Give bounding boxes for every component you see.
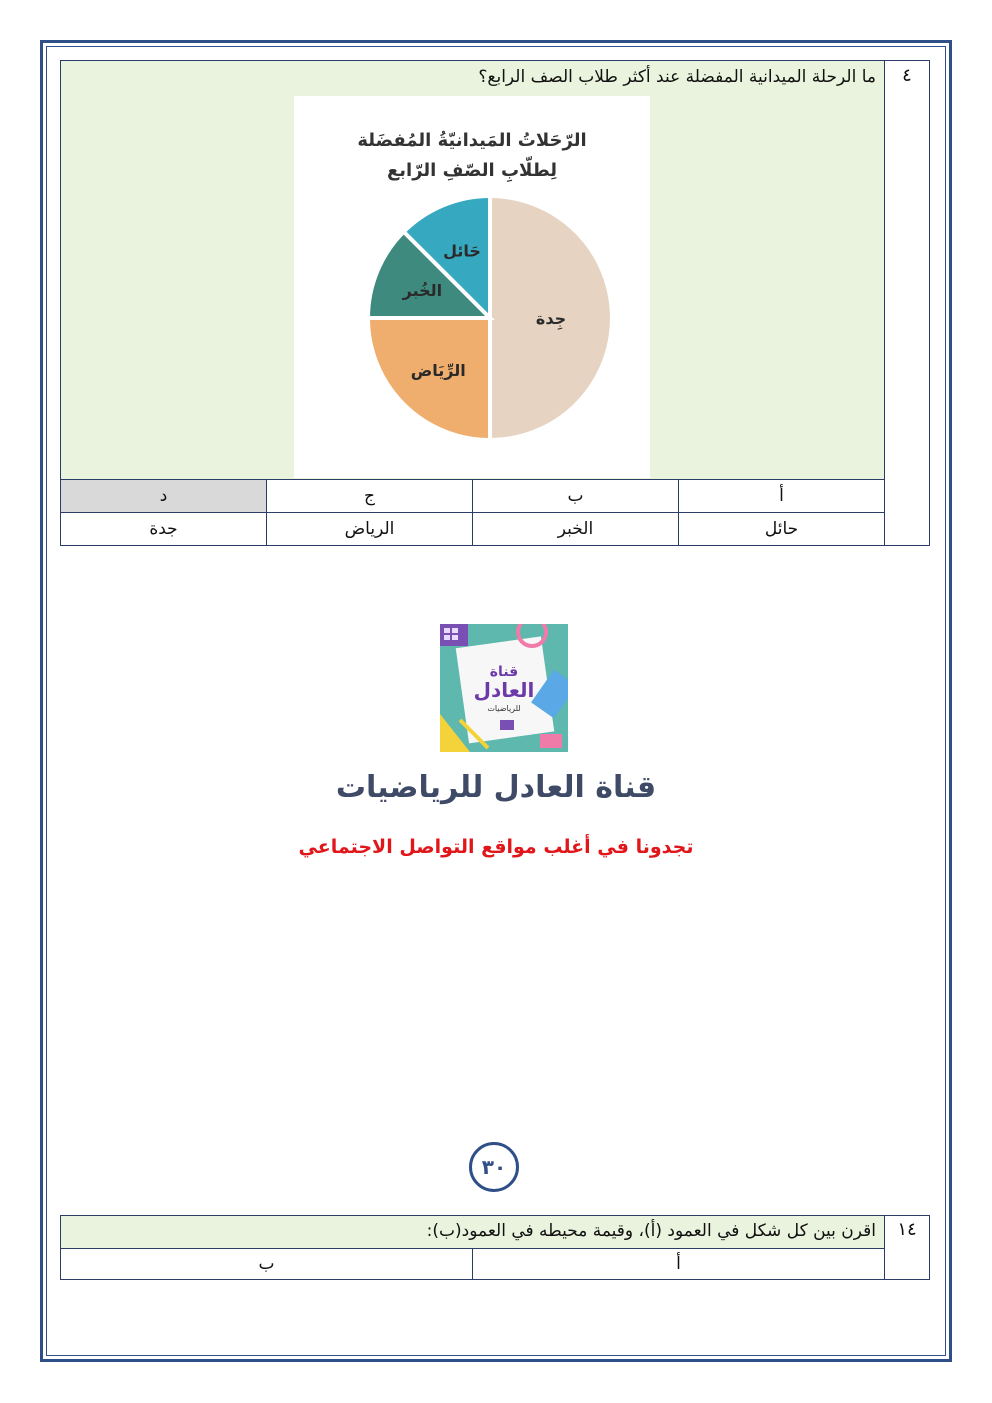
question-text: ما الرحلة الميدانية المفضلة عند أكثر طلاب الصف الرابع؟ [478, 67, 876, 87]
logo-word-name: العادل [473, 678, 535, 702]
label-riyadh: الرِّيَاض [410, 360, 466, 380]
option-b-text: الخبر [557, 519, 594, 539]
question-number: ٤ [902, 65, 912, 86]
option-letter-a [678, 479, 885, 513]
logo-word-subject: للرياضيات [487, 704, 521, 713]
pie-chart [294, 96, 650, 478]
option-letter-d [60, 479, 267, 513]
channel-logo [440, 624, 568, 752]
label-khobar: الخُبر [402, 280, 443, 300]
channel-name: قناة العادل للرياضيات [335, 770, 657, 805]
chart-title-line2: لِطلّابِ الصّفِ الرّابع [386, 160, 558, 181]
option-b-answer[interactable] [472, 512, 679, 546]
chart-title-line1: الرّحَلاتُ المَيدانيّةُ المُفضَلة [357, 130, 587, 151]
column-b-label: ب [258, 1254, 275, 1274]
pie-chart-figure [294, 96, 650, 478]
option-d-text: جدة [149, 519, 178, 539]
option-letter-a-text: أ [779, 486, 784, 506]
option-letter-b [472, 479, 679, 513]
page-number: ٣٠ [481, 1155, 507, 1179]
label-jeddah: جِدة [535, 309, 567, 328]
question14-number: ١٤ [897, 1219, 917, 1240]
option-letter-d-text: د [159, 486, 168, 506]
option-c-answer[interactable] [266, 512, 473, 546]
option-letter-c-text: ج [364, 486, 375, 506]
option-a-answer[interactable] [678, 512, 885, 546]
page-number-badge [469, 1142, 519, 1192]
option-letter-b-text: ب [567, 486, 584, 506]
question-number-cell [884, 60, 930, 546]
column-a-label: أ [676, 1254, 681, 1274]
option-letter-c [266, 479, 473, 513]
social-tagline: تجدونا في أغلب مواقع التواصل الاجتماعي [298, 836, 694, 858]
question14-stem-cell [60, 1215, 885, 1249]
column-a-header [472, 1248, 885, 1280]
option-c-text: الرياض [344, 519, 395, 539]
question14-text: اقرن بين كل شكل في العمود (أ)، وقيمة محيطه في العمود(ب): [426, 1221, 876, 1241]
question14-number-cell [884, 1215, 930, 1280]
option-a-text: حائل [764, 519, 799, 539]
option-d-answer[interactable] [60, 512, 267, 546]
column-b-header [60, 1248, 473, 1280]
label-hail: حَائل [443, 241, 481, 261]
logo-word-channel: قناة [489, 664, 519, 680]
